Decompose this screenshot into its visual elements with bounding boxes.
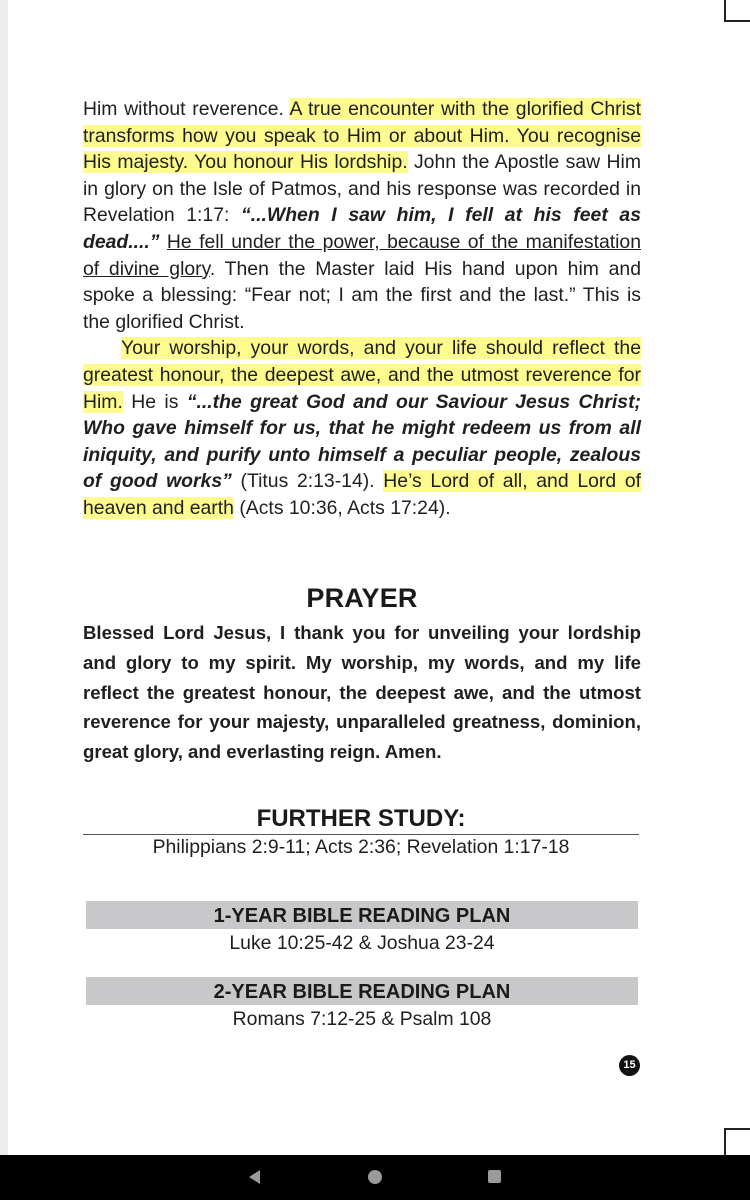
- underlined-text: He fell under the power, because of the manifestation of divine glory: [83, 230, 642, 280]
- reading-plan-1-references: Luke 10:25-42 & Joshua 23-24: [229, 932, 495, 954]
- back-icon[interactable]: [249, 1170, 260, 1184]
- crop-mark-bottom-right: [724, 1128, 750, 1156]
- home-icon[interactable]: [368, 1170, 382, 1184]
- reading-plan-2-references: Romans 7:12-25 & Psalm 108: [232, 1008, 492, 1030]
- reading-plan-1-title: 1-YEAR BIBLE READING PLAN: [86, 901, 638, 929]
- paragraph-2: Your worship, your words, and your life should reflect the greatest honour, the deepest awe, and the utmost reverence for Him. He is “...the great God and our Saviour Jesus Christ; Who gave himself for us, that he might redeem us from all iniquity, and purify unto himself a peculiar people, zealous of good works” (Titus 2:13-14). He’s Lord of all, and Lord of heaven and earth (Acts 10:36, Acts 17:24).: [83, 337, 641, 519]
- scripture-quote: “...When I saw him, I fell at his feet as dead....”: [83, 204, 641, 253]
- highlight: Your worship, your words, and your life should reflect the greatest honour, the deepest awe, and the utmost reverence for Him.: [83, 337, 641, 413]
- prayer-heading: PRAYER: [306, 583, 418, 613]
- prayer-text: Blessed Lord Jesus, I thank you for unveiling your lordship and glory to my spirit. My worship, my words, and my life reflect the greatest honour, the deepest awe, and the utmost reverence for your majesty, unparalleled greatness, dominion, great glory, and everlasting reign. Amen.: [83, 622, 641, 763]
- further-study-references: Philippians 2:9-11; Acts 2:36; Revelation 1:17-18: [152, 836, 570, 858]
- devotional-body: [83, 96, 641, 522]
- further-study-heading: FURTHER STUDY:: [83, 804, 639, 835]
- scripture-quote: “...the great God and our Saviour Jesus Christ; Who gave himself for us, that he might redeem us from all iniquity, and purify unto himself a peculiar people, zealous of good works”: [83, 390, 641, 493]
- recent-apps-icon[interactable]: [488, 1170, 501, 1183]
- paragraph-1: Him without reverence. A true encounter with the glorified Christ transforms how you speak to Him or about Him. You recognise His majesty. You honour His lordship. John the Apostle saw Him in glory on the Isle of Patmos, and his response was recorded in Revelation 1:17: “...When I saw him, I fell at his feet as dead....” He fell under the power, because of the manifestation of divine glory. Then the Master laid His hand upon him and spoke a blessing: “Fear not; I am the first and the last.” This is the glorified Christ.: [83, 98, 642, 333]
- crop-mark-top-right: [724, 0, 750, 22]
- highlight: A true encounter with the glorified Christ transforms how you speak to Him or about Him. You recognise His majesty. You honour His lordship.: [83, 98, 642, 174]
- page-number-badge: 15: [619, 1055, 640, 1076]
- highlight: He’s Lord of all, and Lord of heaven and earth: [83, 470, 641, 519]
- reading-plan-2-title: 2-YEAR BIBLE READING PLAN: [86, 977, 638, 1005]
